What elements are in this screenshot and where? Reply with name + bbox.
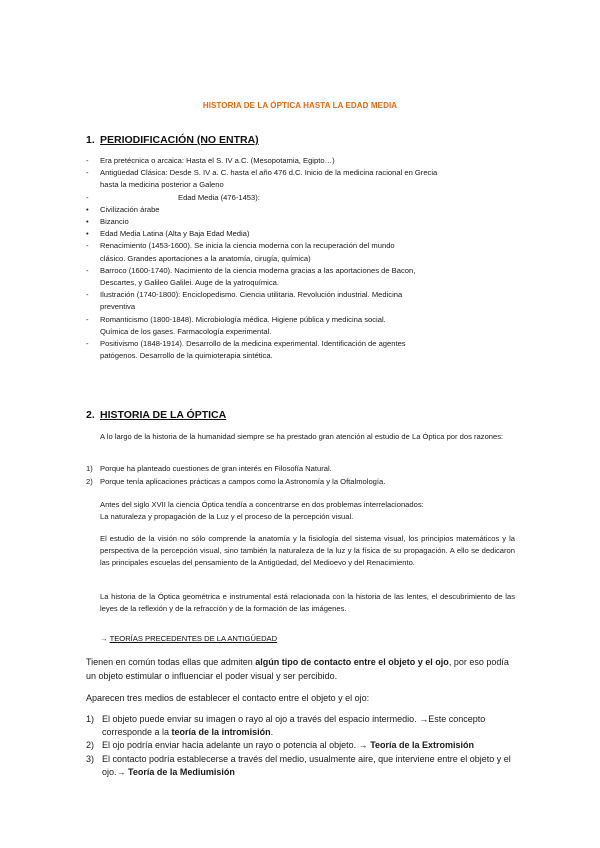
section-2-heading — [86, 409, 226, 421]
list-item: - Edad Media (476-1453): — [86, 192, 260, 202]
list-item: 1) El objeto puede enviar su imagen o rayo al ojo a través del espacio intermedio. →Este concepto corresponde a la teoría de la intromisión. — [86, 714, 486, 738]
list-item: - Barroco (1600-1740). Nacimiento de la ciencia moderna gracias a las aportaciones de Bacon, Descartes, y Galileo Galilei. Auge de la yatroquímica. — [86, 265, 416, 288]
subsection-heading — [100, 634, 277, 643]
list-item: - Ilustración (1740-1800): Enciclopedismo. Ciencia utilitaria. Revolución industrial. Medicina preventiva — [86, 290, 403, 312]
reasons-list — [86, 462, 516, 488]
list-item: 2) Porque tenía aplicaciones prácticas a campos como la Astronomía y la Oftalmología. — [86, 477, 386, 486]
arrow-icon: → — [100, 634, 108, 643]
paragraph-optics-problems: Antes del siglo XVII la ciencia Óptica tendía a concentrarse en dos problemas interrelacionados: La naturaleza y propagación de la Luz y el proceso de la percepción visual. — [100, 500, 424, 522]
theories-list — [86, 713, 516, 779]
list-item: • Edad Media Latina (Alta y Baja Edad Media) — [86, 229, 250, 239]
section-2-title: HISTORIA DE LA ÓPTICA — [100, 409, 227, 421]
subsection-title: TEORÍAS PRECEDENTES DE LA ANTIGÜEDAD — [109, 634, 278, 643]
document-title: HISTORIA DE LA ÓPTICA HASTA LA EDAD MEDIA — [202, 101, 398, 110]
list-item: • Civilización árabe — [86, 204, 160, 214]
list-item: • Bizancio — [86, 217, 129, 227]
section-1-heading — [86, 134, 259, 146]
section-2-intro: A lo largo de la historia de la humanidad siempre se ha prestado gran atención al estudio de La Óptica por dos razones: — [100, 432, 504, 441]
list-item: 1) Porque ha planteado cuestiones de gran interés en Filosofía Natural. — [86, 464, 332, 473]
list-item: - Renacimiento (1453-1600). Se inicia la ciencia moderna con la recuperación del mundo clásico. Grandes aportaciones a la anatomía, cirugía, química) — [86, 241, 395, 263]
paragraph-geometric-optics: La historia de la Óptica geométrica e instrumental está relacionada con la historia de las lentes, el descubrimiento de las leyes de la reflexión y de la refracción y de la formación de las imágenes. — [100, 592, 515, 614]
paragraph-three-means: Aparecen tres medios de establecer el contacto entre el objeto y el ojo: — [86, 693, 370, 703]
list-item: - Era pretécnica o arcaica: Hasta el S. IV a.C. (Mesopotamia, Egipto…) — [86, 156, 335, 165]
list-item: 3) El contacto podría establecerse a través del medio, usualmente aire, que interviene entre el objeto y el ojo.→ Teoría de la Mediumisión — [86, 753, 511, 777]
paragraph-vision-study: El estudio de la visión no sólo comprende la anatomía y la fisiología del sistema visual, los principios matemáticos y la perspectiva de la percepción visual, sino también la naturaleza de la luz y la física de su propagación. A ello se dedicaron las principales escuelas del pensamiento de la Antigüedad, del Medioevo y del Renacimiento. — [100, 534, 515, 568]
list-item: - Romanticismo (1800-1848). Microbiología médica. Higiene pública y medicina social. Química de los gases. Farmacología experimental. — [86, 314, 386, 336]
list-item: - Positivismo (1848-1914). Desarrollo de la medicina experimental. Identificación de agentes patógenos. Desarrollo de la quimioterapia sintética. — [86, 339, 406, 361]
section-2-number: 2. — [86, 409, 95, 421]
list-item: 2) El ojo podría enviar hacia adelante un rayo o potencia al objeto. → Teoría de la Extromisión — [86, 740, 475, 751]
section-1-title: PERIODIFICACIÓN (NO ENTRA) — [100, 134, 259, 146]
periodization-list — [86, 155, 516, 362]
paragraph-contact: Tienen en común todas ellas que admiten algún tipo de contacto entre el objeto y el ojo, por eso podía un objeto estimular o influenciar el poder visual y ser percibido. — [86, 657, 509, 681]
section-1-number: 1. — [86, 134, 95, 146]
list-item: - Antigüedad Clásica: Desde S. IV a. C. hasta el año 476 d.C. Inicio de la medicina racional en Grecia hasta la medicina posterior a Galeno — [86, 168, 438, 190]
